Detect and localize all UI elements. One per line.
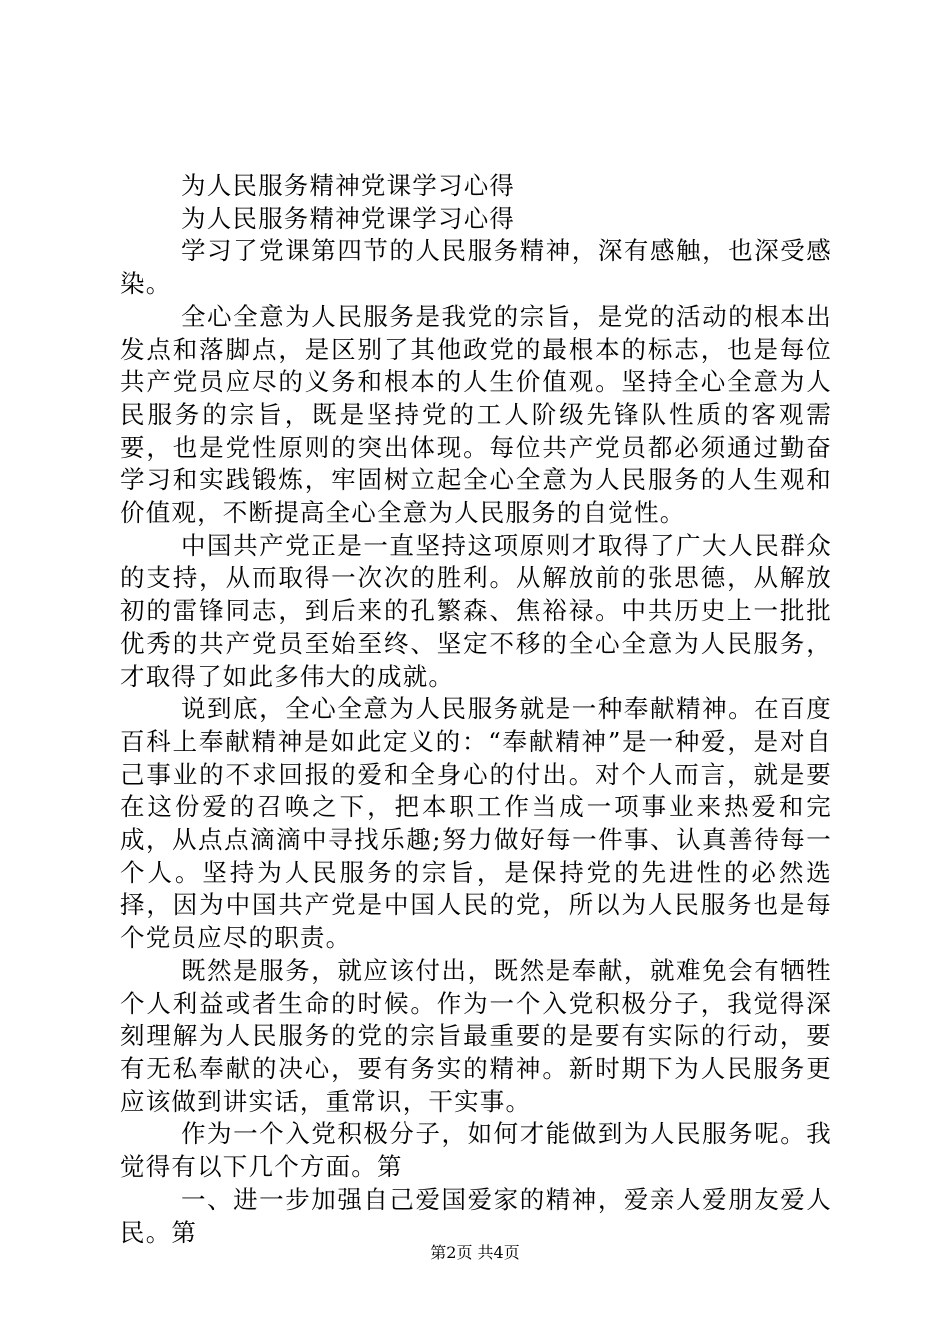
document-title-repeat: 为人民服务精神党课学习心得 <box>181 203 516 233</box>
paragraph-intro: 学习了党课第四节的人民服务精神，深有感触，也深受感染。 <box>120 236 832 299</box>
paragraph-dedication: 说到底，全心全意为人民服务就是一种奉献精神。在百度百科上奉献精神是如此定义的：“奉献精神”是一种爱，是对自己事业的不求回报的爱和全身心的付出。对个人而言，就是要在这份爱的召唤之下，把本职工作当成一项事业来热爱和完成，从点点滴滴中寻找乐趣;努力做好每一件事、认真善待每一个人。坚持为人民服务的宗旨，是保持党的先进性的必然选择，因为中国共产党是中国人民的党，所以为人民服务也是每个党员应尽的职责。 <box>120 694 832 953</box>
document-title: 为人民服务精神党课学习心得 <box>181 171 516 200</box>
paragraph-point-one: 一、进一步加强自己爱国爱家的精神，爱亲人爱朋友爱人民。第 <box>120 1184 832 1247</box>
paragraph-history: 中国共产党正是一直坚持这项原则才取得了广大人民群众的支持，从而取得一次次的胜利。从解放前的张思德，从解放初的雷锋同志，到后来的孔繁森、焦裕禄。中共历史上一批批优秀的共产党员至始至终、坚定不移的全心全意为人民服务，才取得了如此多伟大的成就。 <box>120 530 832 691</box>
paragraph-purpose: 全心全意为人民服务是我党的宗旨，是党的活动的根本出发点和落脚点，是区别了其他政党的最根本的标志，也是每位共产党员应尽的义务和根本的人生价值观。坚持全心全意为人民服务的宗旨，既是坚持党的工人阶级先锋队性质的客观需要，也是党性原则的突出体现。每位共产党员都必须通过勤奋学习和实践锻炼，牢固树立起全心全意为人民服务的人生观和价值观，不断提高全心全意为人民服务的自觉性。 <box>120 301 832 528</box>
paragraph-question: 作为一个入党积极分子，如何才能做到为人民服务呢。我觉得有以下几个方面。第 <box>120 1119 832 1182</box>
paragraph-action: 既然是服务，就应该付出，既然是奉献，就难免会有牺牲个人利益或者生命的时候。作为一个入党积极分子，我觉得深刻理解为人民服务的党的宗旨最重要的是要有实际的行动，要有无私奉献的决心，要有务实的精神。新时期下为人民服务更应该做到讲实话，重常识，干实事。 <box>120 955 832 1116</box>
document-body <box>120 170 832 1249</box>
page-number-footer: 第2页 共4页 <box>430 1243 520 1262</box>
